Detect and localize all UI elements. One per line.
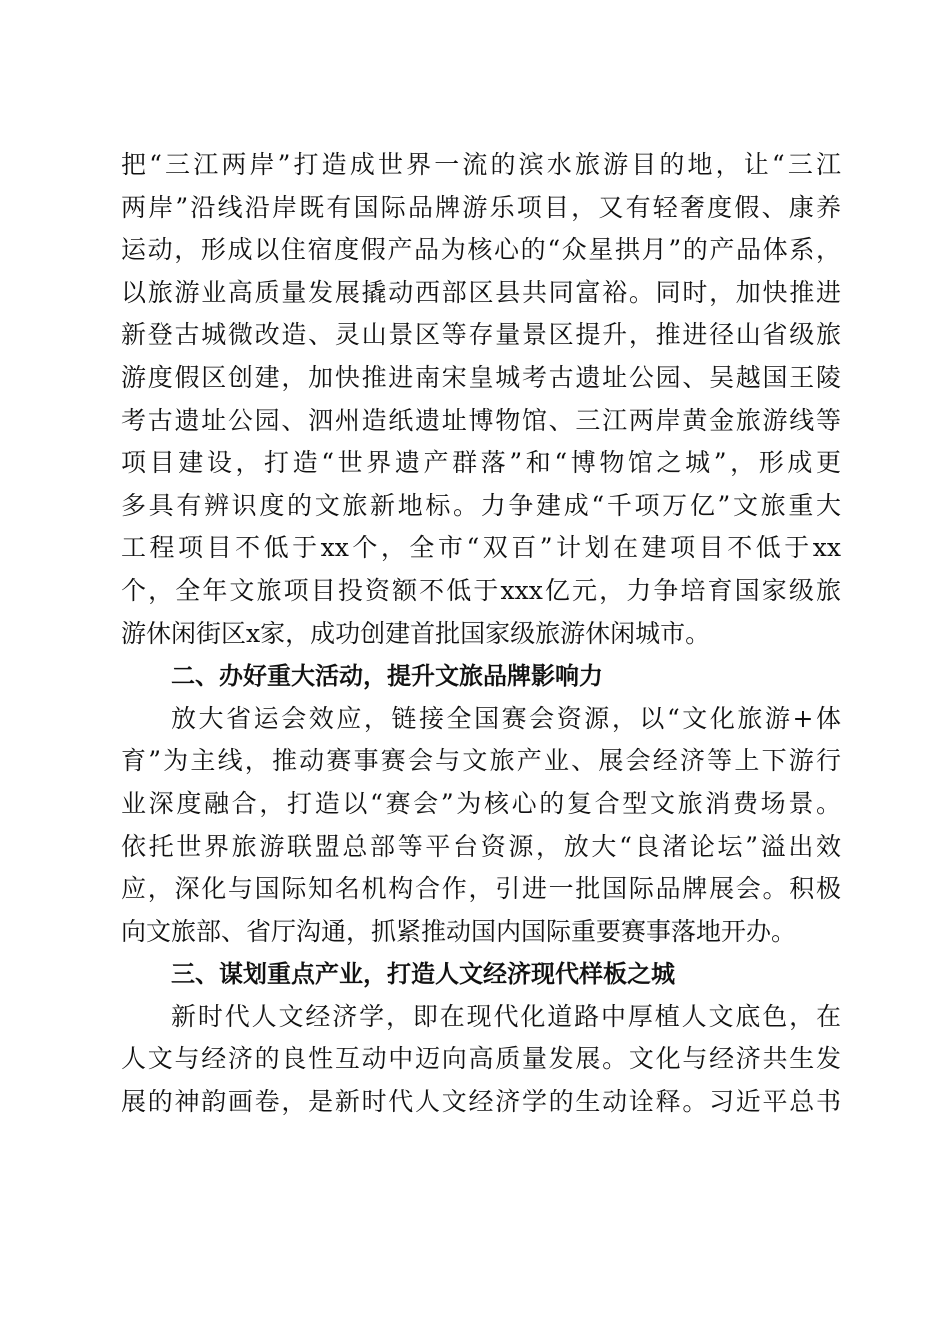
section-heading-3: 三、谋划重点产业，打造人文经济现代样板之城	[171, 960, 675, 989]
paragraph-line: 放大省运会效应，链接全国赛会资源，以“文化旅游+体	[171, 703, 841, 733]
paragraph-line: 向文旅部、省厅沟通，抓紧推动国内国际重要赛事落地开办。	[121, 916, 797, 946]
paragraph-line: 把“三江两岸”打造成世界一流的滨水旅游目的地，让“三江	[121, 150, 841, 179]
paragraph-line: 依托世界旅游联盟总部等平台资源，放大“良渚论坛”溢出效	[121, 831, 841, 861]
paragraph-line: 游度假区创建，加快推进南宋皇城考古遗址公园、吴越国王陵	[121, 362, 841, 392]
paragraph-line: 业深度融合，打造以“赛会”为核心的复合型文旅消费场景。	[121, 788, 841, 818]
paragraph-2	[121, 698, 841, 954]
paragraph-line: 新时代人文经济学，即在现代化道路中厚植人文底色，在	[171, 1001, 841, 1031]
section-heading-2: 二、办好重大活动，提升文旅品牌影响力	[171, 662, 603, 691]
paragraph-line: 两岸”沿线沿岸既有国际品牌游乐项目，又有轻奢度假、康养	[121, 192, 841, 222]
paragraph-line: 项目建设，打造“世界遗产群落”和“博物馆之城”，形成更	[121, 448, 841, 478]
paragraph-1	[121, 144, 841, 655]
paragraph-line: 游休闲街区x家，成功创建首批国家级旅游休闲城市。	[121, 618, 711, 648]
paragraph-line: 育”为主线，推动赛事赛会与文旅产业、展会经济等上下游行	[121, 746, 841, 776]
paragraph-line: 工程项目不低于xx个，全市“双百”计划在建项目不低于xx	[121, 533, 841, 563]
paragraph-line: 人文与经济的良性互动中迈向高质量发展。文化与经济共生发	[121, 1044, 841, 1074]
paragraph-line: 应，深化与国际知名机构合作，引进一批国际品牌展会。积极	[121, 874, 841, 904]
paragraph-line: 运动，形成以住宿度假产品为核心的“众星拱月”的产品体系，	[121, 235, 841, 265]
paragraph-3	[121, 996, 841, 1124]
document-body	[121, 144, 841, 1124]
paragraph-line: 多具有辨识度的文旅新地标。力争建成“千项万亿”文旅重大	[121, 490, 841, 520]
paragraph-line: 展的神韵画卷，是新时代人文经济学的生动诠释。习近平总书	[121, 1087, 841, 1117]
paragraph-line: 以旅游业高质量发展撬动西部区县共同富裕。同时，加快推进	[121, 277, 841, 307]
paragraph-line: 新登古城微改造、灵山景区等存量景区提升，推进径山省级旅	[121, 320, 841, 350]
paragraph-line: 个，全年文旅项目投资额不低于xxx亿元，力争培育国家级旅	[121, 575, 841, 605]
paragraph-line: 考古遗址公园、泗州造纸遗址博物馆、三江两岸黄金旅游线等	[121, 405, 841, 435]
